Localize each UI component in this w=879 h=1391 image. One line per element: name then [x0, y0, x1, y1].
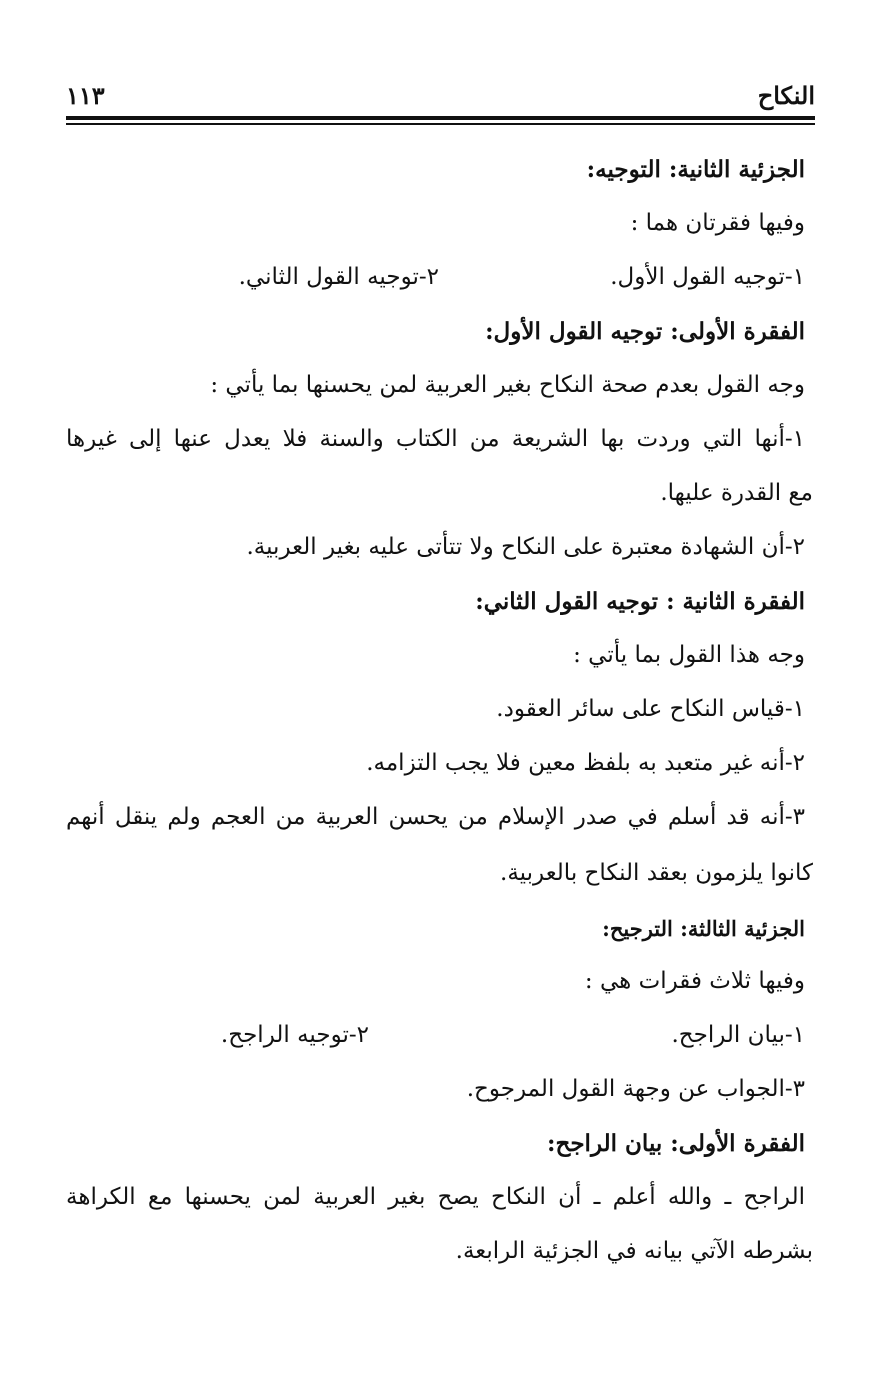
subsection-heading-3: الفقرة الأولى: بيان الراجح:	[547, 1130, 805, 1157]
paragraph-line: كانوا يلزمون بعقد النكاح بالعربية.	[500, 860, 813, 886]
section-heading-2: الجزئية الثانية: التوجيه:	[586, 156, 805, 183]
subsection-heading-1: الفقرة الأولى: توجيه القول الأول:	[485, 318, 805, 345]
paragraph-line: ٣-أنه قد أسلم في صدر الإسلام من يحسن العربية من العجم ولم ينقل أنهم	[66, 804, 805, 830]
paragraph-line: الراجح ـ والله أعلم ـ أن النكاح يصح بغير العربية لمن يحسنها مع الكراهة	[66, 1184, 805, 1210]
paragraph-line: ٢-أنه غير متعبد به بلفظ معين فلا يجب التزامه.	[366, 750, 805, 776]
paragraph-line: وجه هذا القول بما يأتي :	[573, 642, 805, 668]
chapter-title: النكاح	[757, 81, 815, 110]
paragraph-line: وفيها ثلاث فقرات هي :	[584, 968, 805, 994]
paragraph-line: ٣-الجواب عن وجهة القول المرجوح.	[466, 1076, 805, 1102]
paragraph-line: مع القدرة عليها.	[660, 480, 813, 506]
list-item-1: ١-توجيه القول الأول.	[610, 264, 805, 290]
paragraph-line: ٢-أن الشهادة معتبرة على النكاح ولا تتأتى عليه بغير العربية.	[246, 534, 805, 560]
header-rule-thick	[66, 116, 815, 120]
header-rule-thin	[66, 123, 815, 125]
paragraph-line: ١-أنها التي وردت بها الشريعة من الكتاب والسنة فلا يعدل عنها إلى غيرها	[66, 426, 805, 452]
paragraph-line: بشرطه الآتي بيانه في الجزئية الرابعة.	[455, 1238, 813, 1264]
page-header	[66, 80, 815, 110]
list-item-1: ١-بيان الراجح.	[671, 1022, 805, 1048]
subsection-heading-2: الفقرة الثانية : توجيه القول الثاني:	[475, 588, 805, 615]
paragraph-line: وجه القول بعدم صحة النكاح بغير العربية لمن يحسنها بما يأتي :	[210, 372, 805, 398]
paragraph-line: وفيها فقرتان هما :	[630, 210, 805, 236]
list-item-2: ٢-توجيه الراجح.	[220, 1022, 369, 1048]
section-heading-3: الجزئية الثالثة: الترجيح:	[602, 916, 805, 941]
list-item-2: ٢-توجيه القول الثاني.	[238, 264, 439, 290]
page-number: ١١٣	[66, 81, 105, 110]
paragraph-line: ١-قياس النكاح على سائر العقود.	[496, 696, 805, 722]
